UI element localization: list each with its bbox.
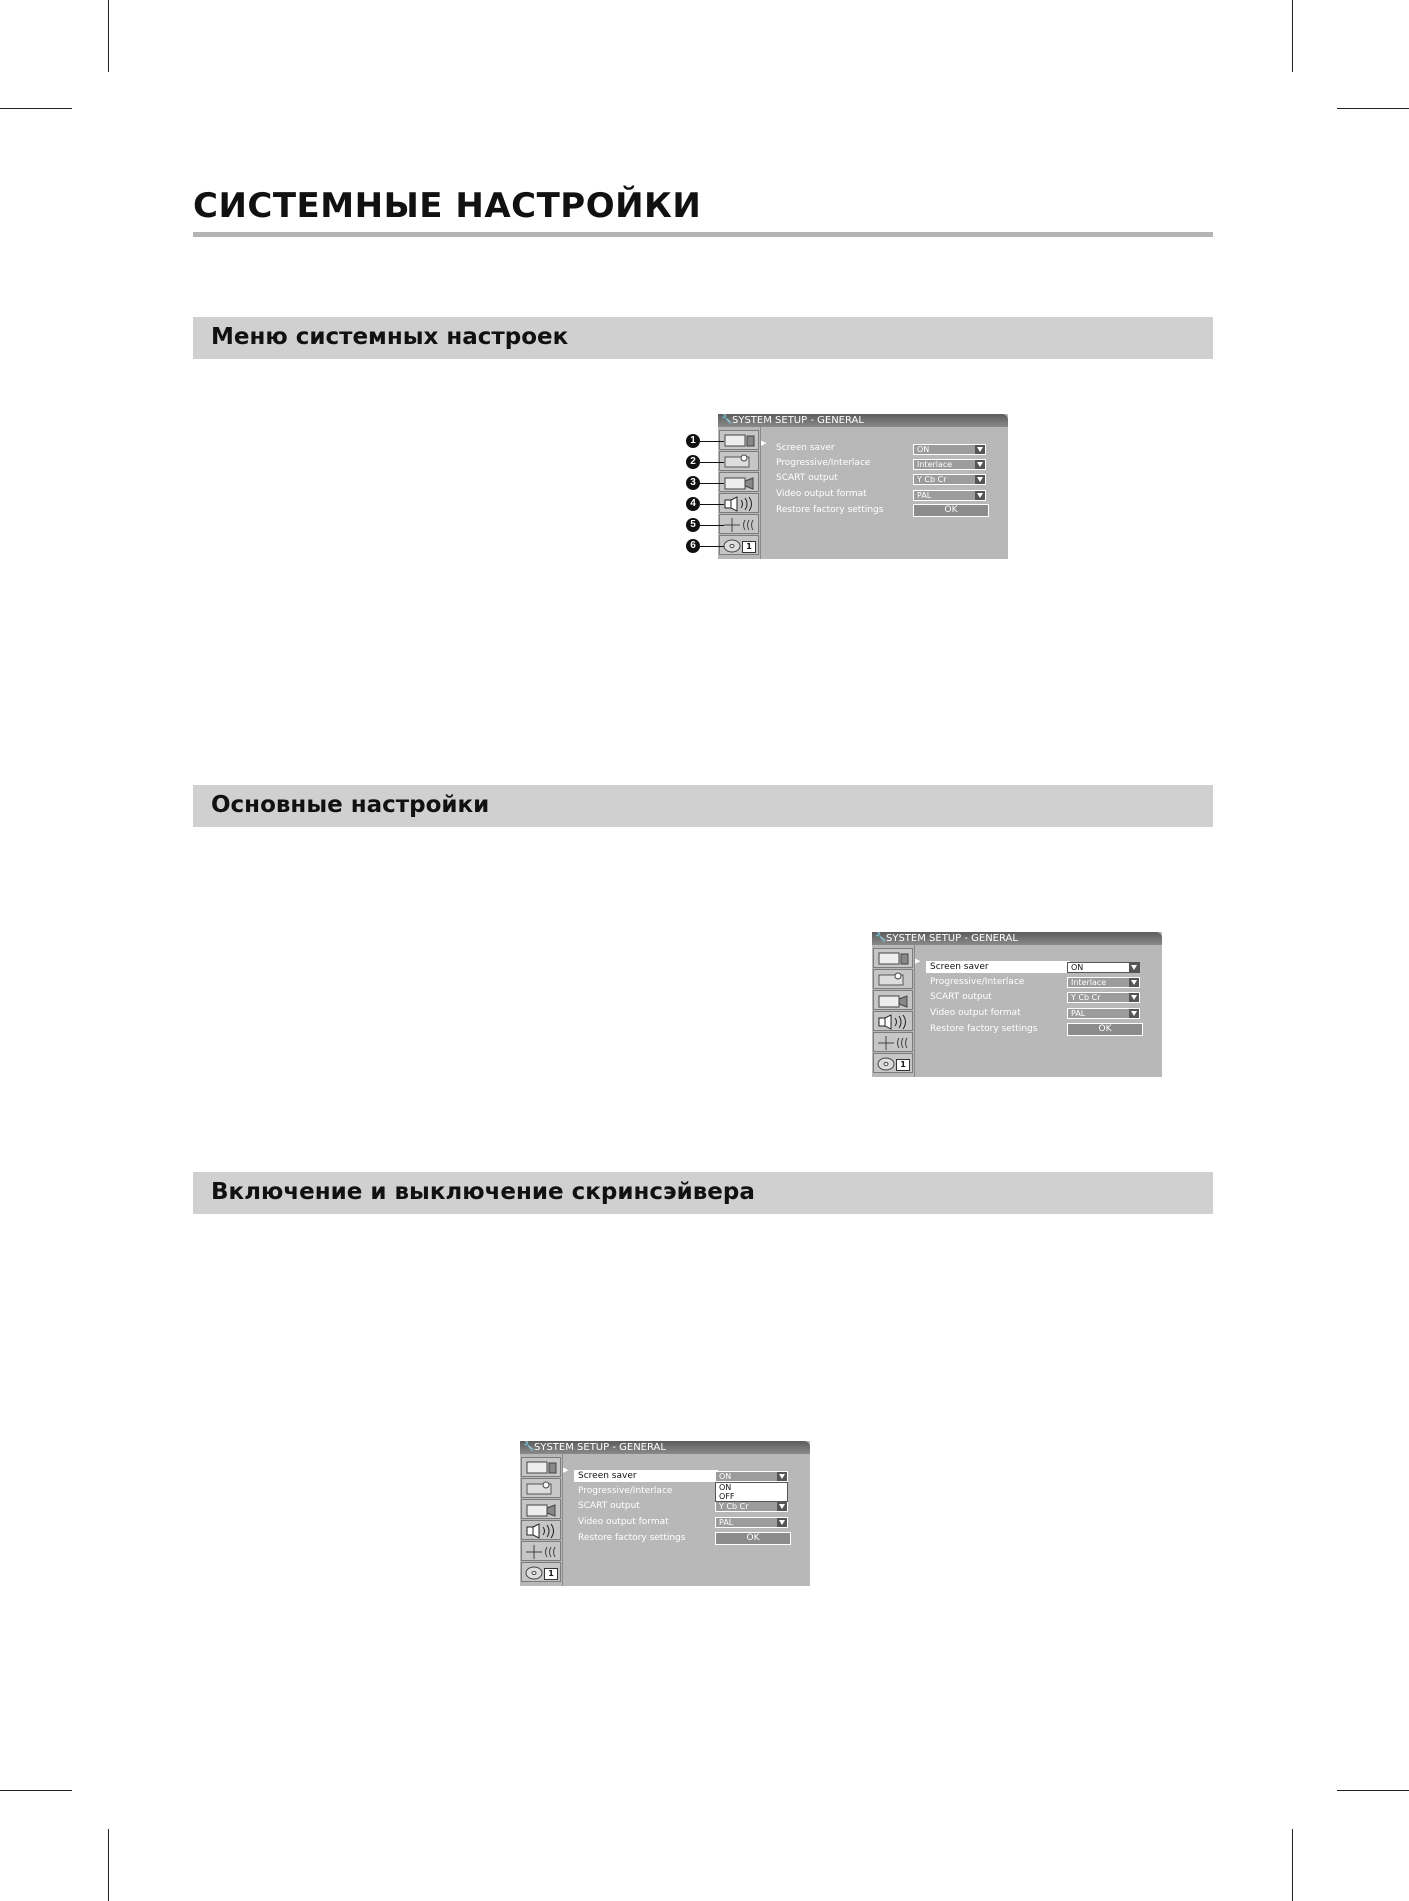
tv-monitor-icon[interactable] xyxy=(873,948,913,968)
video-output-format-label: Video output format xyxy=(776,489,867,499)
callout-3: 3 xyxy=(686,476,700,490)
callout-1: 1 xyxy=(686,434,700,448)
section-heading-text: Меню системных настроек xyxy=(211,324,569,350)
callout-6: 6 xyxy=(686,539,700,553)
section-heading xyxy=(193,785,1213,827)
disc-icon[interactable] xyxy=(719,535,759,555)
crop-mark xyxy=(0,108,72,109)
disc-tab-number: 1 xyxy=(896,1059,910,1071)
chevron-down-icon xyxy=(777,1518,787,1527)
video-output-format-select[interactable] xyxy=(715,1517,788,1528)
section-heading-text: Включение и выключение скринсэйвера xyxy=(211,1179,755,1205)
screen-saver-select[interactable] xyxy=(913,444,986,455)
callout-5: 5 xyxy=(686,518,700,532)
chevron-down-icon xyxy=(777,1502,787,1511)
callout-line xyxy=(700,525,724,526)
screen-saver-label: Screen saver xyxy=(574,1470,718,1482)
wrench-icon: 🔧 xyxy=(721,415,733,425)
wrench-icon: 🔧 xyxy=(523,1442,535,1452)
progressive-interlace-label: Progressive/Interlace xyxy=(930,977,1025,987)
screen-saver-label: Screen saver xyxy=(926,961,1070,973)
wrench-icon: 🔧 xyxy=(875,933,887,943)
speaker-icon[interactable] xyxy=(521,1520,561,1540)
disc-tab-number: 1 xyxy=(742,541,756,553)
scart-output-select[interactable] xyxy=(1067,992,1140,1003)
title-rule xyxy=(193,232,1213,237)
select-value: ON xyxy=(1071,963,1084,972)
scart-output-select[interactable] xyxy=(715,1501,788,1512)
speaker-icon[interactable] xyxy=(873,1011,913,1031)
osd-tab-column xyxy=(520,1454,562,1586)
progressive-interlace-label: Progressive/Interlace xyxy=(578,1486,673,1496)
select-value: PAL xyxy=(917,491,932,500)
callout-4: 4 xyxy=(686,497,700,511)
speaker-icon[interactable] xyxy=(719,493,759,513)
video-output-format-select[interactable] xyxy=(913,490,986,501)
select-value: ON xyxy=(917,445,930,454)
video-output-format-select[interactable] xyxy=(1067,1008,1140,1019)
screen-saver-label: Screen saver xyxy=(776,443,835,453)
video-output-format-label: Video output format xyxy=(930,1008,1021,1018)
ok-button[interactable]: OK xyxy=(715,1532,791,1545)
progressive-interlace-select[interactable] xyxy=(913,459,986,470)
osd-header xyxy=(872,932,1162,945)
select-value: Y Cb Cr xyxy=(1071,993,1101,1002)
select-value: PAL xyxy=(1071,1009,1086,1018)
select-value: PAL xyxy=(719,1518,734,1527)
tv-eye-icon[interactable] xyxy=(521,1478,561,1498)
scart-output-label: SCART output xyxy=(776,473,838,483)
ok-button[interactable]: OK xyxy=(913,504,989,517)
antenna-icon[interactable] xyxy=(521,1541,561,1561)
chevron-down-icon xyxy=(975,475,985,484)
osd-header-text: SYSTEM SETUP - GENERAL xyxy=(732,415,864,426)
antenna-icon[interactable] xyxy=(873,1032,913,1052)
camera-icon[interactable] xyxy=(873,990,913,1010)
camera-icon[interactable] xyxy=(521,1499,561,1519)
antenna-icon[interactable] xyxy=(719,514,759,534)
crop-mark xyxy=(1337,108,1409,109)
scart-output-label: SCART output xyxy=(930,992,992,1002)
progressive-interlace-label: Progressive/Interlace xyxy=(776,458,871,468)
select-value: Interlace xyxy=(917,460,953,469)
chevron-down-icon xyxy=(975,491,985,500)
scart-output-select[interactable] xyxy=(913,474,986,485)
osd-header xyxy=(520,1441,810,1454)
osd-tab-column xyxy=(718,427,760,559)
dropdown-option-on[interactable]: ON xyxy=(719,1483,732,1492)
select-value: Interlace xyxy=(1071,978,1107,987)
crop-mark xyxy=(108,0,109,72)
crop-mark xyxy=(0,1790,72,1791)
section-heading xyxy=(193,1172,1213,1214)
disc-icon[interactable] xyxy=(521,1562,561,1582)
ok-button[interactable]: OK xyxy=(1067,1023,1143,1036)
tv-eye-icon[interactable] xyxy=(719,451,759,471)
osd-screen-general-selected xyxy=(872,932,1162,1077)
restore-factory-settings-label: Restore factory settings xyxy=(930,1024,1038,1034)
select-value: Y Cb Cr xyxy=(917,475,947,484)
callout-line xyxy=(700,441,724,442)
select-value: ON xyxy=(719,1472,732,1481)
callout-2: 2 xyxy=(686,455,700,469)
osd-header-text: SYSTEM SETUP - GENERAL xyxy=(886,933,1018,944)
crop-mark xyxy=(108,1829,109,1901)
selected-tab-arrow-icon: ▶ xyxy=(563,1466,569,1474)
chevron-down-icon xyxy=(1129,978,1139,987)
crop-mark xyxy=(1292,0,1293,72)
tv-monitor-icon[interactable] xyxy=(521,1457,561,1477)
screen-saver-dropdown-list xyxy=(715,1482,788,1502)
restore-factory-settings-label: Restore factory settings xyxy=(578,1533,686,1543)
dropdown-option-off[interactable]: OFF xyxy=(719,1492,735,1501)
camera-icon[interactable] xyxy=(719,472,759,492)
disc-tab-number: 1 xyxy=(544,1568,558,1580)
crop-mark xyxy=(1292,1829,1293,1901)
video-output-format-label: Video output format xyxy=(578,1517,669,1527)
chevron-down-icon xyxy=(777,1472,787,1481)
disc-icon[interactable] xyxy=(873,1053,913,1073)
chevron-down-icon xyxy=(1129,993,1139,1002)
progressive-interlace-select[interactable] xyxy=(1067,977,1140,988)
crop-mark xyxy=(1337,1790,1409,1791)
section-heading xyxy=(193,317,1213,359)
osd-header-text: SYSTEM SETUP - GENERAL xyxy=(534,1442,666,1453)
callout-line xyxy=(700,546,724,547)
restore-factory-settings-label: Restore factory settings xyxy=(776,505,884,515)
tv-monitor-icon[interactable] xyxy=(719,430,759,450)
chevron-down-icon xyxy=(1129,963,1139,972)
osd-header xyxy=(718,414,1008,427)
osd-screen-general-overview xyxy=(718,414,1008,559)
osd-tab-column xyxy=(872,945,914,1077)
select-value: Y Cb Cr xyxy=(719,1502,749,1511)
selected-tab-arrow-icon: ▶ xyxy=(915,957,921,965)
chevron-down-icon xyxy=(975,445,985,454)
selected-tab-arrow-icon: ▶ xyxy=(761,439,767,447)
tv-eye-icon[interactable] xyxy=(873,969,913,989)
scart-output-label: SCART output xyxy=(578,1501,640,1511)
callout-line xyxy=(700,462,724,463)
screen-saver-select[interactable] xyxy=(715,1471,788,1482)
section-heading-text: Основные настройки xyxy=(211,792,490,818)
screen-saver-select[interactable] xyxy=(1067,962,1140,973)
callout-line xyxy=(700,483,724,484)
chevron-down-icon xyxy=(975,460,985,469)
page-title: СИСТЕМНЫЕ НАСТРОЙКИ xyxy=(193,186,702,226)
chevron-down-icon xyxy=(1129,1009,1139,1018)
osd-screen-screen-saver-dropdown xyxy=(520,1441,810,1586)
callout-line xyxy=(700,504,724,505)
